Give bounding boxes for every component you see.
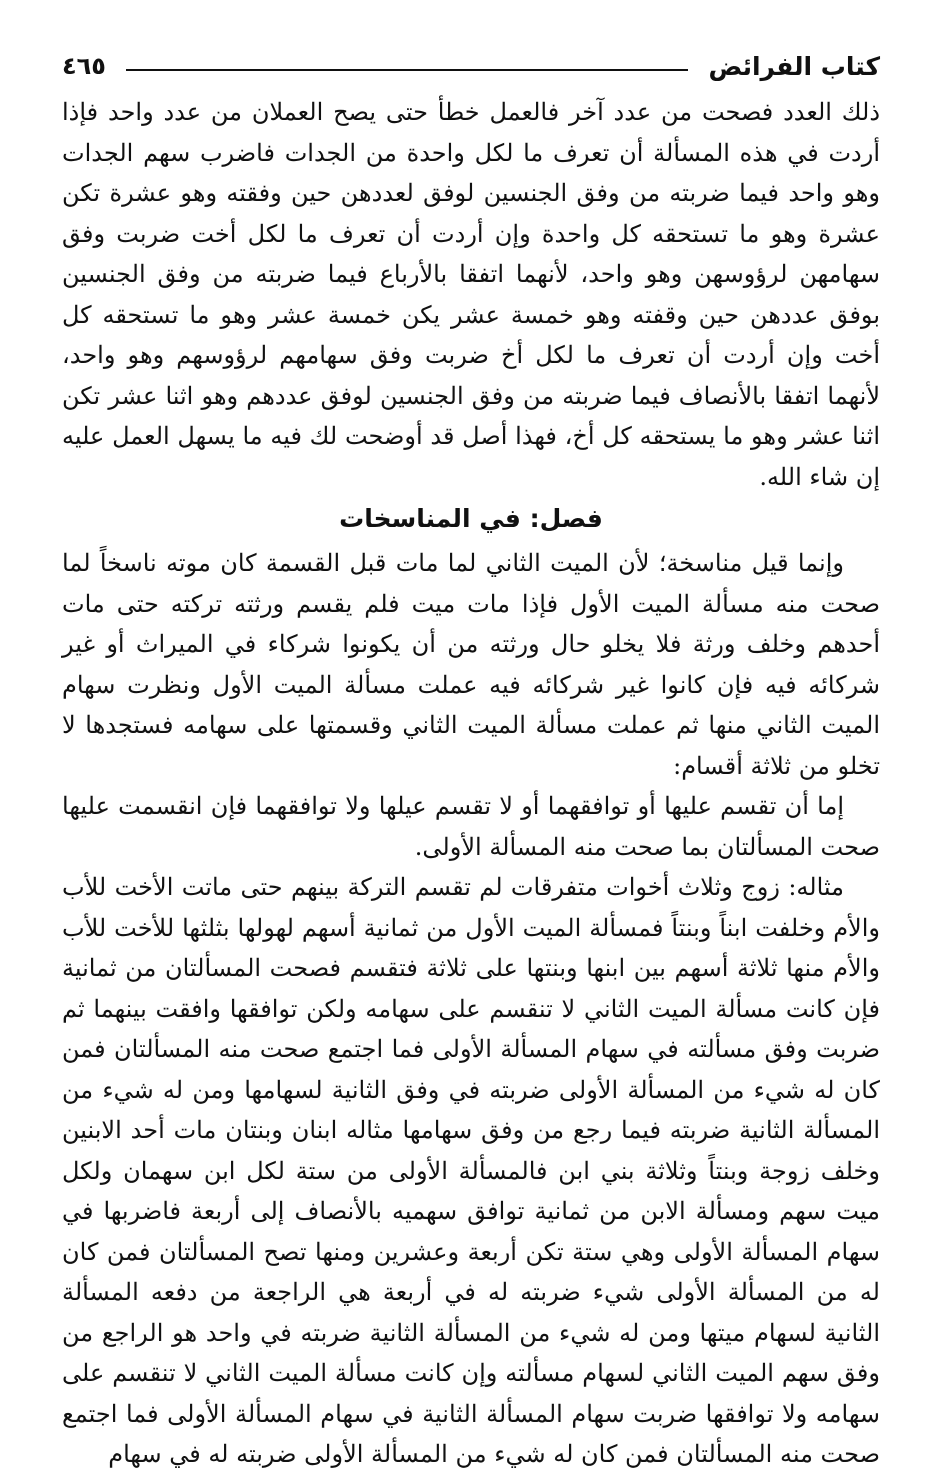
paragraph-4: مثاله: زوج وثلاث أخوات متفرقات لم تقسم التركة بينهم حتى ماتت الأخت للأب والأم وخلفت ابناً وبنتاً فمسألة الميت الأول من ثمانية أسهم لهولها بثلثها للأخت للأب والأم منها ثلاثة أسهم بين ابنها وبنتها على ثلاثة فتقسم فصحت المسألتان من ثمانية فإن كانت مسألة الميت الثاني لا تنقسم على سهامه ولكن توافقها وافقت بينهما ثم ضربت وفق مسألته في سهام المسألة الأولى فما اجتمع صحت منه المسألتان فمن كان له شيء من المسألة الأولى ضربته في وفق الثانية لسهامها ومن له شيء من المسألة الثانية ضربته فيما رجع من وفق سهامها مثاله ابنان وبنتان مات أحد الابنين وخلف زوجة وبنتاً وثلاثة بني ابن فالمسألة الأولى من ستة لكل ابن سهمان ولكل ميت سهم ومسألة الابن من ثمانية توافق سهميه بالأنصاف إلى أربعة فاضربها في سهام المسألة الأولى وهي ستة تكن أربعة وعشرين ومنها تصح المسألتان فمن كان له من المسألة الأولى شيء ضربته له في أربعة هي الراجعة من دفعه المسألة الثانية لسهام ميتها ومن له شيء من المسألة الثانية ضربته في واحد هو الراجع من وفق سهم الميت الثاني لسهام مسألته وإن كانت مسألة الميت الثاني لا تنقسم على سهامه ولا توافقها ضربت سهام المسألة الثانية في سهام المسألة الأولى فما اجتمع صحت منه المسألتان فمن كان له شيء من المسألة الأولى ضربته له في سهام [62,873,881,1468]
paragraph-3: إما أن تقسم عليها أو توافقهما أو لا تقسم عيلها ولا توافقهما فإن انقسمت عليها صحت المسألتان بما صحت منه المسألة الأولى. [62,792,880,861]
book-title: كتاب الفرائض [708,51,880,81]
section-heading: فصل: في المناسخات [339,504,603,533]
page-number: ٤٦٥ [62,52,106,80]
header-rule [126,69,689,71]
paragraph-1: ذلك العدد فصحت من عدد آخر فالعمل خطأ حتى يصح العملان من عدد واحد فإذا أردت في هذه المسألة أن تعرف ما لكل واحدة من الجدات فاضرب سهم الجدات وهو واحد فيما ضربته من وفق الجنسين لوفق لعددهن حين وفقته وهو عشرة تكن عشرة وهو ما تستحقه كل واحدة وإن أردت أن تعرف ما لكل أخت ضربت وفق سهامهن لرؤوسهن وهو واحد، لأنهما اتفقا بالأرباع فيما ضربته من وفق الجنسين بوفق عددهن حين وقفته وهو خمسة عشر يكن خمسة عشر وهو ما تستحقه كل أخت وإن أردت أن تعرف ما لكل أخ ضربت وفق سهامهم لرؤوسهم وهو واحد، لأنهما اتفقا بالأنصاف فيما ضربته من وفق الجنسين لوفق عددهم وهو اثنا عشر تكن اثنا عشر وهو ما يستحقه كل أخ، فهذا أصل قد أوضحت لك فيه ما يسهل العمل عليه إن شاء الله. [62,98,881,491]
paragraph-2: وإنما قيل مناسخة؛ لأن الميت الثاني لما مات قبل القسمة كان موته ناسخاً لما صحت منه مسألة الميت الأول فإذا مات ميت فلم يقسم ورثته تركته حتى مات أحدهم وخلف ورثة فلا يخلو حال ورثته من أن يكونوا شركاء في الميراث أو غير شركائه فيه فإن كانوا غير شركائه فيه عملت مسألة الميت الأول ونظرت سهام الميت الثاني منها ثم عملت مسألة الميت الثاني وقسمتها على سهامه فستجدها لا تخلو من ثلاثة أقسام: [62,549,881,780]
running-header [62,40,880,92]
page [62,40,881,1468]
